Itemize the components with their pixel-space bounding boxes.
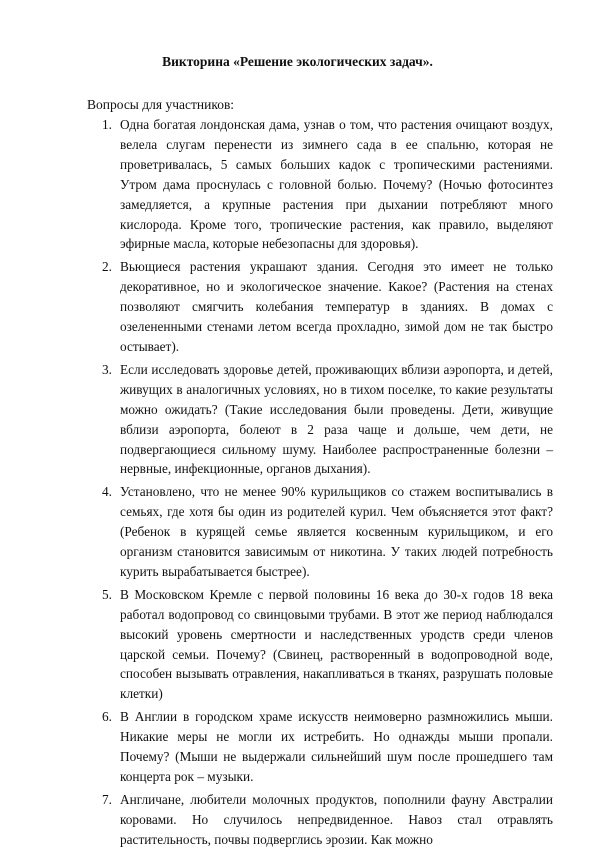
question-number: 4.	[102, 484, 112, 500]
document-title: Викторина «Решение экологических задач».	[162, 54, 433, 69]
question-text: В Московском Кремле с первой половины 16 века до 30-х годов 18 века работал водопровод со свинцовыми трубами. В этот же период наблюдался высокий уровень смертности и наследственных уродств среди членов царской семьи. Почему? (Свинец, растворенный в водопроводной воде, способен вызывать отравления, накапливаться в тканях, разрушать половые клетки)	[120, 586, 553, 702]
question-text: Англичане, любители молочных продуктов, пополнили фауну Австралии коровами. Но случилось непредвиденное. Навоз стал отравлять растительность, почвы подверглись эрозии. Как можно	[120, 791, 553, 847]
question-item	[88, 257, 553, 357]
question-text: Одна богатая лондонская дама, узнав о том, что растения очищают воздух, велела слугам перенести из зимнего сада в ее спальню, которая не проветривалась, 5 самых больших кадок с тропическими растениями. Утром дама проснулась с головной болью. Почему? (Ночью фотосинтез замедляется, а крупные растения при дыхании потребляют много кислорода. Кроме того, тропические растения, как правило, выделяют эфирные масла, которые небезопасны для здоровья).	[120, 117, 553, 252]
question-number: 6.	[102, 709, 112, 725]
question-number: 1.	[102, 117, 112, 132]
question-item	[88, 790, 553, 850]
question-text: В Англии в городском храме искусств неимоверно размножились мыши. Никакие меры не могли их истребить. Но однажды мыши пропали. Почему? (Мыши не выдержали сильнейший шум после прошедшего там концерта рок – музыки.	[120, 709, 553, 784]
question-text: Установлено, что не менее 90% курильщиков со стажем воспитывались в семьях, где хотя бы один из родителей курил. Чем объясняется этот факт? (Ребенок в курящей семье является косвенным курильщиком, и его организм становится зависимым от никотина. У таких людей потребность курить вырабатывается быстрее).	[120, 484, 553, 579]
question-number: 3.	[102, 361, 112, 377]
question-item	[88, 585, 553, 704]
question-text: Вьющиеся растения украшают здания. Сегодня это имеет не только декоративное, но и экологическое значение. Какое? (Растения на стенах позволяют смягчить колебания температур в зданиях. В домах с озелененными стенами летом всегда прохладно, зимой дом не так быстро остывает).	[120, 259, 553, 354]
question-item	[88, 360, 553, 479]
question-item	[88, 707, 553, 787]
question-number: 2.	[102, 259, 112, 275]
question-text: Если исследовать здоровье детей, проживающих вблизи аэропорта, и детей, живущих в аналогичных условиях, но в тихом поселке, то какие результаты можно ожидать? (Такие исследования были проведены. Дети, живущие вблизи аэропорта, болеют в 2 раза чаще и дольше, чем дети, не подвергающиеся сильному шуму. Наиболее распространенные болезни – нервные, инфекционные, органов дыхания).	[120, 361, 553, 477]
question-list	[88, 115, 553, 853]
question-item	[88, 482, 553, 582]
question-number: 5.	[102, 586, 112, 602]
question-item	[88, 115, 553, 254]
intro-text: Вопросы для участников:	[87, 97, 235, 112]
question-number: 7.	[102, 791, 112, 807]
